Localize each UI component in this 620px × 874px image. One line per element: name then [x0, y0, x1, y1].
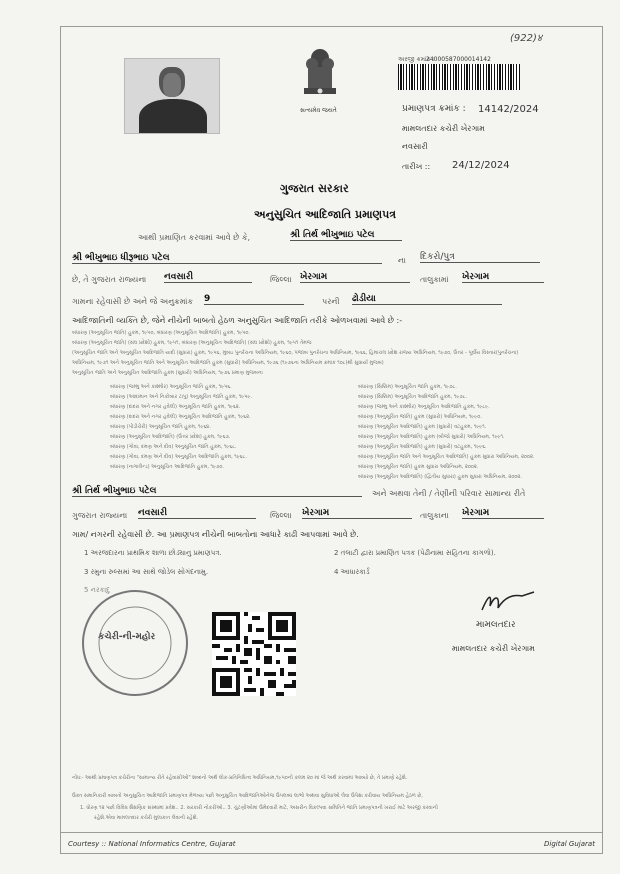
doc-item: 5 નરકાદુ [84, 586, 111, 594]
certificate-no-label: પ્રમાણપત્ર ક્રમાંક : [402, 104, 466, 114]
note-line: ઉક્ત સમાનિકારી બાબતો અનુસુચિત આદિજાતિ પ્રમાણપત્ર મેળવ્યા પછી અનુસુચિત આદિજાતિઓનેજ ઉપલબ્ધ લાભો અથવા સુવિધાઓ લેવા ઉપેક્ષા કરીવાય અધિનિયમ હેઠળ છે, [72, 793, 423, 799]
national-emblem-icon [294, 44, 346, 106]
order-left: બંધારણ (ગોવા, દમણ અને દીવ) અનુસૂચિત જાતિ હુકમ, ૧૯૬૮. [110, 444, 237, 450]
village2-value: ખેરગામ [462, 508, 544, 519]
order-right: બંધારણ (અનુસૂચિત આદિજાતિ) હુકમ (સુધારો) વટહુકમ, ૧૯૯૬. [358, 444, 487, 450]
tribe-name: ઢોડીયા [352, 294, 502, 305]
order-right: બંધારણ (અનુસૂચિત આદિજાતિ) હુકમ (સુધારો) વટહુકમ, ૧૯૯૧. [358, 424, 487, 430]
govt-title: ગુજરાત સરકાર [280, 182, 349, 195]
certify-text: આથી પ્રમાણિત કરવામાં આવે છે કે, [138, 233, 251, 242]
office-seal-icon [80, 588, 190, 698]
office-name: મામલતદાર કચેરી ખેરગામ [402, 124, 485, 133]
order-left: બંધારણ (અનુસૂચિત આદિજાતિ) (ઉત્તર પ્રદેશ) હુકમ, ૧૯૬૭. [110, 434, 231, 440]
seal-text: કચેરી-ની-મહોર [98, 632, 156, 642]
date-label: તારીખ :: [402, 162, 431, 171]
certificate-border [60, 26, 603, 854]
certificate-no: 14142/2024 [478, 104, 539, 115]
serial-no: 9 [204, 294, 304, 305]
order-right: બંધારણ (સિક્કિમ) અનુસૂચિત જાતિ હુકમ, ૧૯૭૮. [358, 384, 457, 390]
order-left: બંધારણ (દાદરા અને નગર હવેલી) અનુસૂચિત આદિજાતિ હુકમ, ૧૯૬૨. [110, 414, 251, 420]
parent-name: શ્રી ભીખુભાઇ ધીરૂભાઇ પટેલ [72, 253, 382, 264]
footer-right: Digital Gujarat [544, 840, 595, 848]
person-name: શ્રી તિર્થ ભીખુભાઇ પટેલ [72, 486, 362, 497]
order-line: અધિનિયમ, ૧૯૭૧ અને અનુસૂચિત જાતિ અને અનુસૂચિત આદિજાતિ હુકમ (સુધારો) અધિનિયમ, ૧૯૭૬ (૧૯૭૬ના અધિનિયમ ક્રમાંક ૧૦૮)થી સુધાર્યા મુજબ) [72, 360, 384, 366]
signatory-title: મામલતદાર [476, 620, 516, 630]
order-line: બંધારણ (અનુસૂચિત જાતિ) હુકમ, ૧૯૫૦, બંધારણ (અનુસૂચિત આદિજાતિ) હુકમ, ૧૯૫૦. [72, 330, 251, 336]
district2-label: જિલ્લા [270, 511, 292, 520]
taluka-label: તાલુકામાં [420, 275, 449, 284]
family-text: અને અથવા તેની / તેણીની પરિવાર સામાન્ય રીતે [372, 489, 526, 498]
order-left: બંધારણ (આંદામાન અને નિકોબાર ટાપુ) અનુસૂચિત જાતિ હુકમ, ૧૯૫૯. [110, 394, 253, 400]
qr-code-icon [212, 612, 296, 696]
footer-left: Courtesy :: National Informatics Centre, Gujarat [68, 840, 236, 848]
village-value: ખેરગામ [462, 272, 544, 283]
district2-value: નવસારી [138, 508, 256, 519]
state2-label: ગુજરાત રાજ્યના [72, 511, 128, 520]
handwritten-note: (922)४ [510, 33, 543, 44]
order-line: અનુસૂચિત જાતિ અને અનુસૂચિત આદિજાતિ હુકમ (સુધારો) અધિનિયમ, ૧૯૭૬ પ્રમાણ મુજબના [72, 370, 263, 376]
issue-date: 24/12/2024 [452, 160, 510, 171]
taluka2-label: તાલુકાના [420, 511, 449, 520]
doc-item: 2 તલાટી દ્વારા પ્રમાણિત પત્રક (પેઢીનામા સહિતના કાગળો). [334, 549, 496, 557]
emblem-motto: સત્યમેવ જયતે [300, 107, 337, 114]
application-no: 24000587000014142 [426, 56, 491, 63]
order-right: બંધારણ (અનુસૂચિત જાતિ) હુકમ (સુધારો) અધિનિયમ, ૧૯૯૦. [358, 414, 482, 420]
order-left: બંધારણ (જમ્મુ અને કાશ્મીર) અનુસૂચિત જાતિ હુકમ, ૧૯૫૬. [110, 384, 232, 390]
resident-label: ગામના રહેવાસી છે અને જે અનુક્રમાંક [72, 297, 194, 306]
na-label: ના [398, 256, 406, 265]
order-left: બંધારણ (નાગાલેન્ડ) અનુસૂચિત આદિજાતિ હુકમ, ૧૯૭૦. [110, 464, 224, 470]
applicant-name: શ્રી તિર્થ ભીખુભાઇ પટેલ [290, 230, 402, 241]
order-left: બંધારણ (ગોવા, દમણ અને દીવ) અનુસૂચિત આદિજાતિ હુકમ, ૧૯૬૮. [110, 454, 247, 460]
order-right: બંધારણ (અનુસૂચિત આદિજાતિ) (દ્વિતીય સુધારા) હુકમ સુધારા અધિનિયમ, ૨૦૦૨. [358, 474, 522, 480]
doc-item: 1 અરજદારના પ્રાથમિક શાળા છોડ્યાનુ પ્રમાણપત્ર. [84, 549, 222, 557]
doc-item: 4 આધારકાર્ડ [334, 568, 370, 576]
note-line: રહેશે.એવા મામલતદાર કચેરી મુલાકાત લેવાની રહેશે. [94, 815, 199, 821]
order-left: બંધારણ (દાદરા અને નગર હવેલી) અનુસૂચિત જાતિ હુકમ, ૧૯૬૨. [110, 404, 241, 410]
taluka2-value: ખેરગામ [302, 508, 412, 519]
district-label: જિલ્લા [270, 275, 292, 284]
taluka-value: ખેરગામ [300, 272, 410, 283]
order-line: (અનુસૂચિત જાતિ અને અનુસૂચિત આદિજાતિ યાદી (સુધારા) હુકમ, ૧૯૫૬, મુંબઇ પુનર્રચના અધિનિયમ, ૧૯૬૦, પંજાબ પુનર્રચના અધિનિયમ, ૧૯૬૬, હિમાચલ પ્રદેશ રાજ્ય અધિનિયમ, ૧૯૭૦, ઉત્તર - પૂર્વીય વિસ્તાર(પુનર્રચના) [72, 350, 519, 356]
order-right: બંધારણ (અનુસૂચિત આદિજાતિ) હુકમ (બીજો સુધારો) અધિનિયમ, ૧૯૯૧. [358, 434, 505, 440]
note-line: 1. ધોરણ ૧૨ પછી વિવિધ શૈક્ષણિક સંસ્થામાં પ્રવેશ.. 2. સરકારી નોકરીઓ.. 3. ચુંટણીઓમાં ઉમેદવારી માટે, અસરીન વિકલ્પવા સમિતિને જાતિ પ્રમાણપત્રની ખરાઈ માટે અરજી કરવાની [80, 805, 438, 811]
tribe-label: પરની [322, 297, 340, 306]
certificate-title: અનુસુચિત આદિજાતિ પ્રમાણપત્ર [254, 208, 397, 221]
relation: દિકરો/પુત્ર [420, 252, 540, 263]
barcode [398, 64, 520, 90]
signatory-office: મામલતદાર કચેરી ખેરગામ [452, 644, 535, 653]
district-value: નવસારી [164, 272, 252, 283]
order-left: બંધારણ (પોંડીચેરી) અનુસૂચિત જાતિ હુકમ, ૧૯૬૪. [110, 424, 211, 430]
note-line: નોંધ:- આથી પ્રમાણપત્ર કચેરીના "સામાન્ય રીતે રહેવાસીઓ" શબ્દનો અર્થ લોક-પ્રતિનિધિત્વ અધિનિયમ,૧૯૫૦ની કલમ ૨૦ માં જે અર્થ કરવામાં આવ્યો છે, તે પ્રમાણે રહેશે. [72, 775, 408, 781]
order-line: બંધારણ (અનુસૂચિત જાતિ) (સંઘ પ્રદેશો) હુકમ, ૧૯૫૧, બંધારણ (અનુસૂચિત આદિજાતિ) (સંઘ પ્રદેશો) હુકમ, ૧૯૫૧ તેમજ [72, 340, 312, 346]
basis-text: ગામ/ નગરની રહેવાસી છે. આ પ્રમાણપત્ર નીચેની બાબતોના આધારે કાઢી આપવામાં આવે છે. [72, 530, 359, 539]
order-right: બંધારણ (અનુસૂચિત જાતિ) હુકમ સુધારા અધિનિયમ, ૨૦૦૨. [358, 464, 479, 470]
application-no-label: અરજી ક્રમાંક : [398, 56, 435, 63]
district-name: નવસારી [402, 142, 428, 151]
order-right: બંધારણ (સિક્કિમ) અનુસૂચિત આદિજાતિ હુકમ, ૧૯૭૮. [358, 394, 468, 400]
tribe-sentence: આદિજાતિની વ્યક્તિ છે, જેને નીચેની બાબતો હેઠળ અનુસુચિત આદિજાતિ તરીકે ઓળખવામાં આવે છે :- [72, 316, 403, 325]
doc-item: 3 રમુના રુલ્સમાં આ સાથે જોડેલ સોગંદનામુ. [84, 568, 209, 576]
order-right: બંધારણ (જમ્મુ અને કાશ્મીર) અનુસૂચિત આદિજાતિ હુકમ, ૧૯૮૯. [358, 404, 490, 410]
state-label: છે, તે ગુજરાત રાજ્યના [72, 275, 147, 284]
order-right: બંધારણ (અનુસૂચિત જાતિ અને અનુસૂચિત આદિજાતિ) હુકમ સુધારા અધિનિયમ, ૨૦૦૨. [358, 454, 535, 460]
applicant-photo [124, 58, 220, 134]
signature-icon [478, 588, 538, 616]
